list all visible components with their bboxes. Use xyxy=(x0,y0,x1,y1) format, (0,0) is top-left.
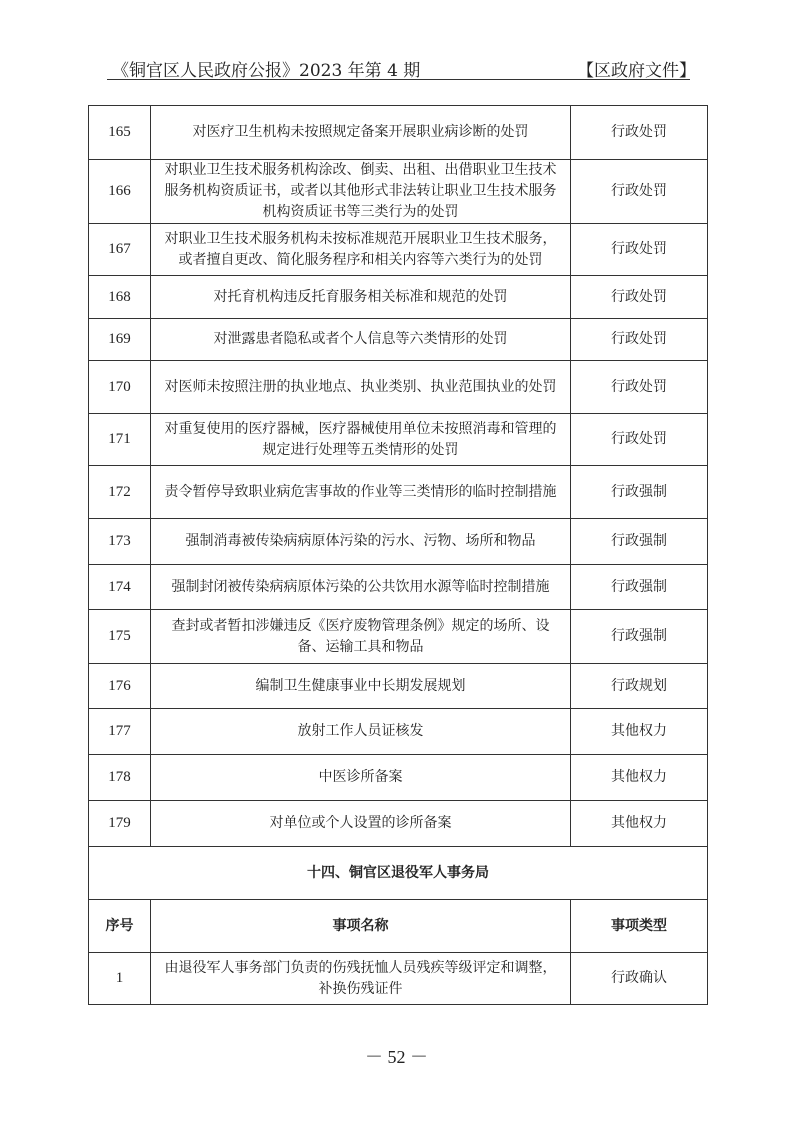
item-type: 行政处罚 xyxy=(571,319,708,361)
item-name: 中医诊所备案 xyxy=(151,755,571,801)
table-row xyxy=(89,953,708,1005)
item-name: 放射工作人员证核发 xyxy=(151,709,571,755)
table-row xyxy=(89,106,708,160)
item-name: 编制卫生健康事业中长期发展规划 xyxy=(151,664,571,709)
item-type: 行政强制 xyxy=(571,565,708,610)
item-number: 173 xyxy=(89,519,151,565)
item-type: 其他权力 xyxy=(571,755,708,801)
table-row xyxy=(89,610,708,664)
table-row xyxy=(89,709,708,755)
item-type: 行政强制 xyxy=(571,519,708,565)
section-label: 【区政府文件】 xyxy=(577,61,696,81)
section-heading: 十四、铜官区退役军人事务局 xyxy=(89,847,708,900)
item-name: 对重复使用的医疗器械，医疗器械使用单位未按照消毒和管理的规定进行处理等五类情形的处罚 xyxy=(151,414,571,466)
item-name: 强制封闭被传染病病原体污染的公共饮用水源等临时控制措施 xyxy=(151,565,571,610)
item-type: 行政处罚 xyxy=(571,361,708,414)
item-number: 177 xyxy=(89,709,151,755)
item-type: 行政处罚 xyxy=(571,276,708,319)
item-type: 行政处罚 xyxy=(571,224,708,276)
page-number: － 52 － xyxy=(365,1047,428,1067)
item-name: 对医师未按照注册的执业地点、执业类别、执业范围执业的处罚 xyxy=(151,361,571,414)
column-header-type: 事项类型 xyxy=(571,900,708,953)
table-row xyxy=(89,466,708,519)
item-name: 对泄露患者隐私或者个人信息等六类情形的处罚 xyxy=(151,319,571,361)
header-divider xyxy=(107,79,690,80)
table-row xyxy=(89,755,708,801)
table-row xyxy=(89,361,708,414)
table-row xyxy=(89,276,708,319)
item-name: 由退役军人事务部门负责的伤残抚恤人员残疾等级评定和调整，补换伤残证件 xyxy=(151,953,571,1005)
table-row xyxy=(89,414,708,466)
item-number: 174 xyxy=(89,565,151,610)
item-number: 178 xyxy=(89,755,151,801)
table-row xyxy=(89,224,708,276)
item-type: 其他权力 xyxy=(571,709,708,755)
item-number: 172 xyxy=(89,466,151,519)
section-row xyxy=(89,847,708,900)
column-header-name: 事项名称 xyxy=(151,900,571,953)
item-type: 行政规划 xyxy=(571,664,708,709)
table-row xyxy=(89,565,708,610)
item-number: 169 xyxy=(89,319,151,361)
item-name: 强制消毒被传染病病原体污染的污水、污物、场所和物品 xyxy=(151,519,571,565)
item-type: 行政强制 xyxy=(571,610,708,664)
item-number: 166 xyxy=(89,160,151,224)
item-number: 167 xyxy=(89,224,151,276)
table-row xyxy=(89,319,708,361)
item-name: 对医疗卫生机构未按照规定备案开展职业病诊断的处罚 xyxy=(151,106,571,160)
item-name: 责令暂停导致职业病危害事故的作业等三类情形的临时控制措施 xyxy=(151,466,571,519)
item-number: 170 xyxy=(89,361,151,414)
item-number: 176 xyxy=(89,664,151,709)
table-row xyxy=(89,519,708,565)
header-row xyxy=(89,900,708,953)
item-type: 行政处罚 xyxy=(571,160,708,224)
item-type: 行政确认 xyxy=(571,953,708,1005)
item-number: 1 xyxy=(89,953,151,1005)
item-number: 171 xyxy=(89,414,151,466)
item-name: 查封或者暂扣涉嫌违反《医疗废物管理条例》规定的场所、设备、运输工具和物品 xyxy=(151,610,571,664)
item-number: 168 xyxy=(89,276,151,319)
item-number: 179 xyxy=(89,801,151,847)
item-number: 175 xyxy=(89,610,151,664)
item-type: 行政处罚 xyxy=(571,414,708,466)
item-type: 其他权力 xyxy=(571,801,708,847)
table-row xyxy=(89,160,708,224)
table-row xyxy=(89,801,708,847)
item-name: 对托育机构违反托育服务相关标准和规范的处罚 xyxy=(151,276,571,319)
item-type: 行政强制 xyxy=(571,466,708,519)
item-name: 对职业卫生技术服务机构涂改、倒卖、出租、出借职业卫生技术服务机构资质证书，或者以其他形式非法转让职业卫生技术服务机构资质证书等三类行为的处罚 xyxy=(151,160,571,224)
items-table xyxy=(88,105,708,1005)
item-name: 对单位或个人设置的诊所备案 xyxy=(151,801,571,847)
journal-title: 《铜官区人民政府公报》2023 年第 4 期 xyxy=(112,61,421,81)
table-row xyxy=(89,664,708,709)
item-name: 对职业卫生技术服务机构未按标准规范开展职业卫生技术服务，或者擅自更改、简化服务程序和相关内容等六类行为的处罚 xyxy=(151,224,571,276)
item-type: 行政处罚 xyxy=(571,106,708,160)
column-header-number: 序号 xyxy=(89,900,151,953)
item-number: 165 xyxy=(89,106,151,160)
